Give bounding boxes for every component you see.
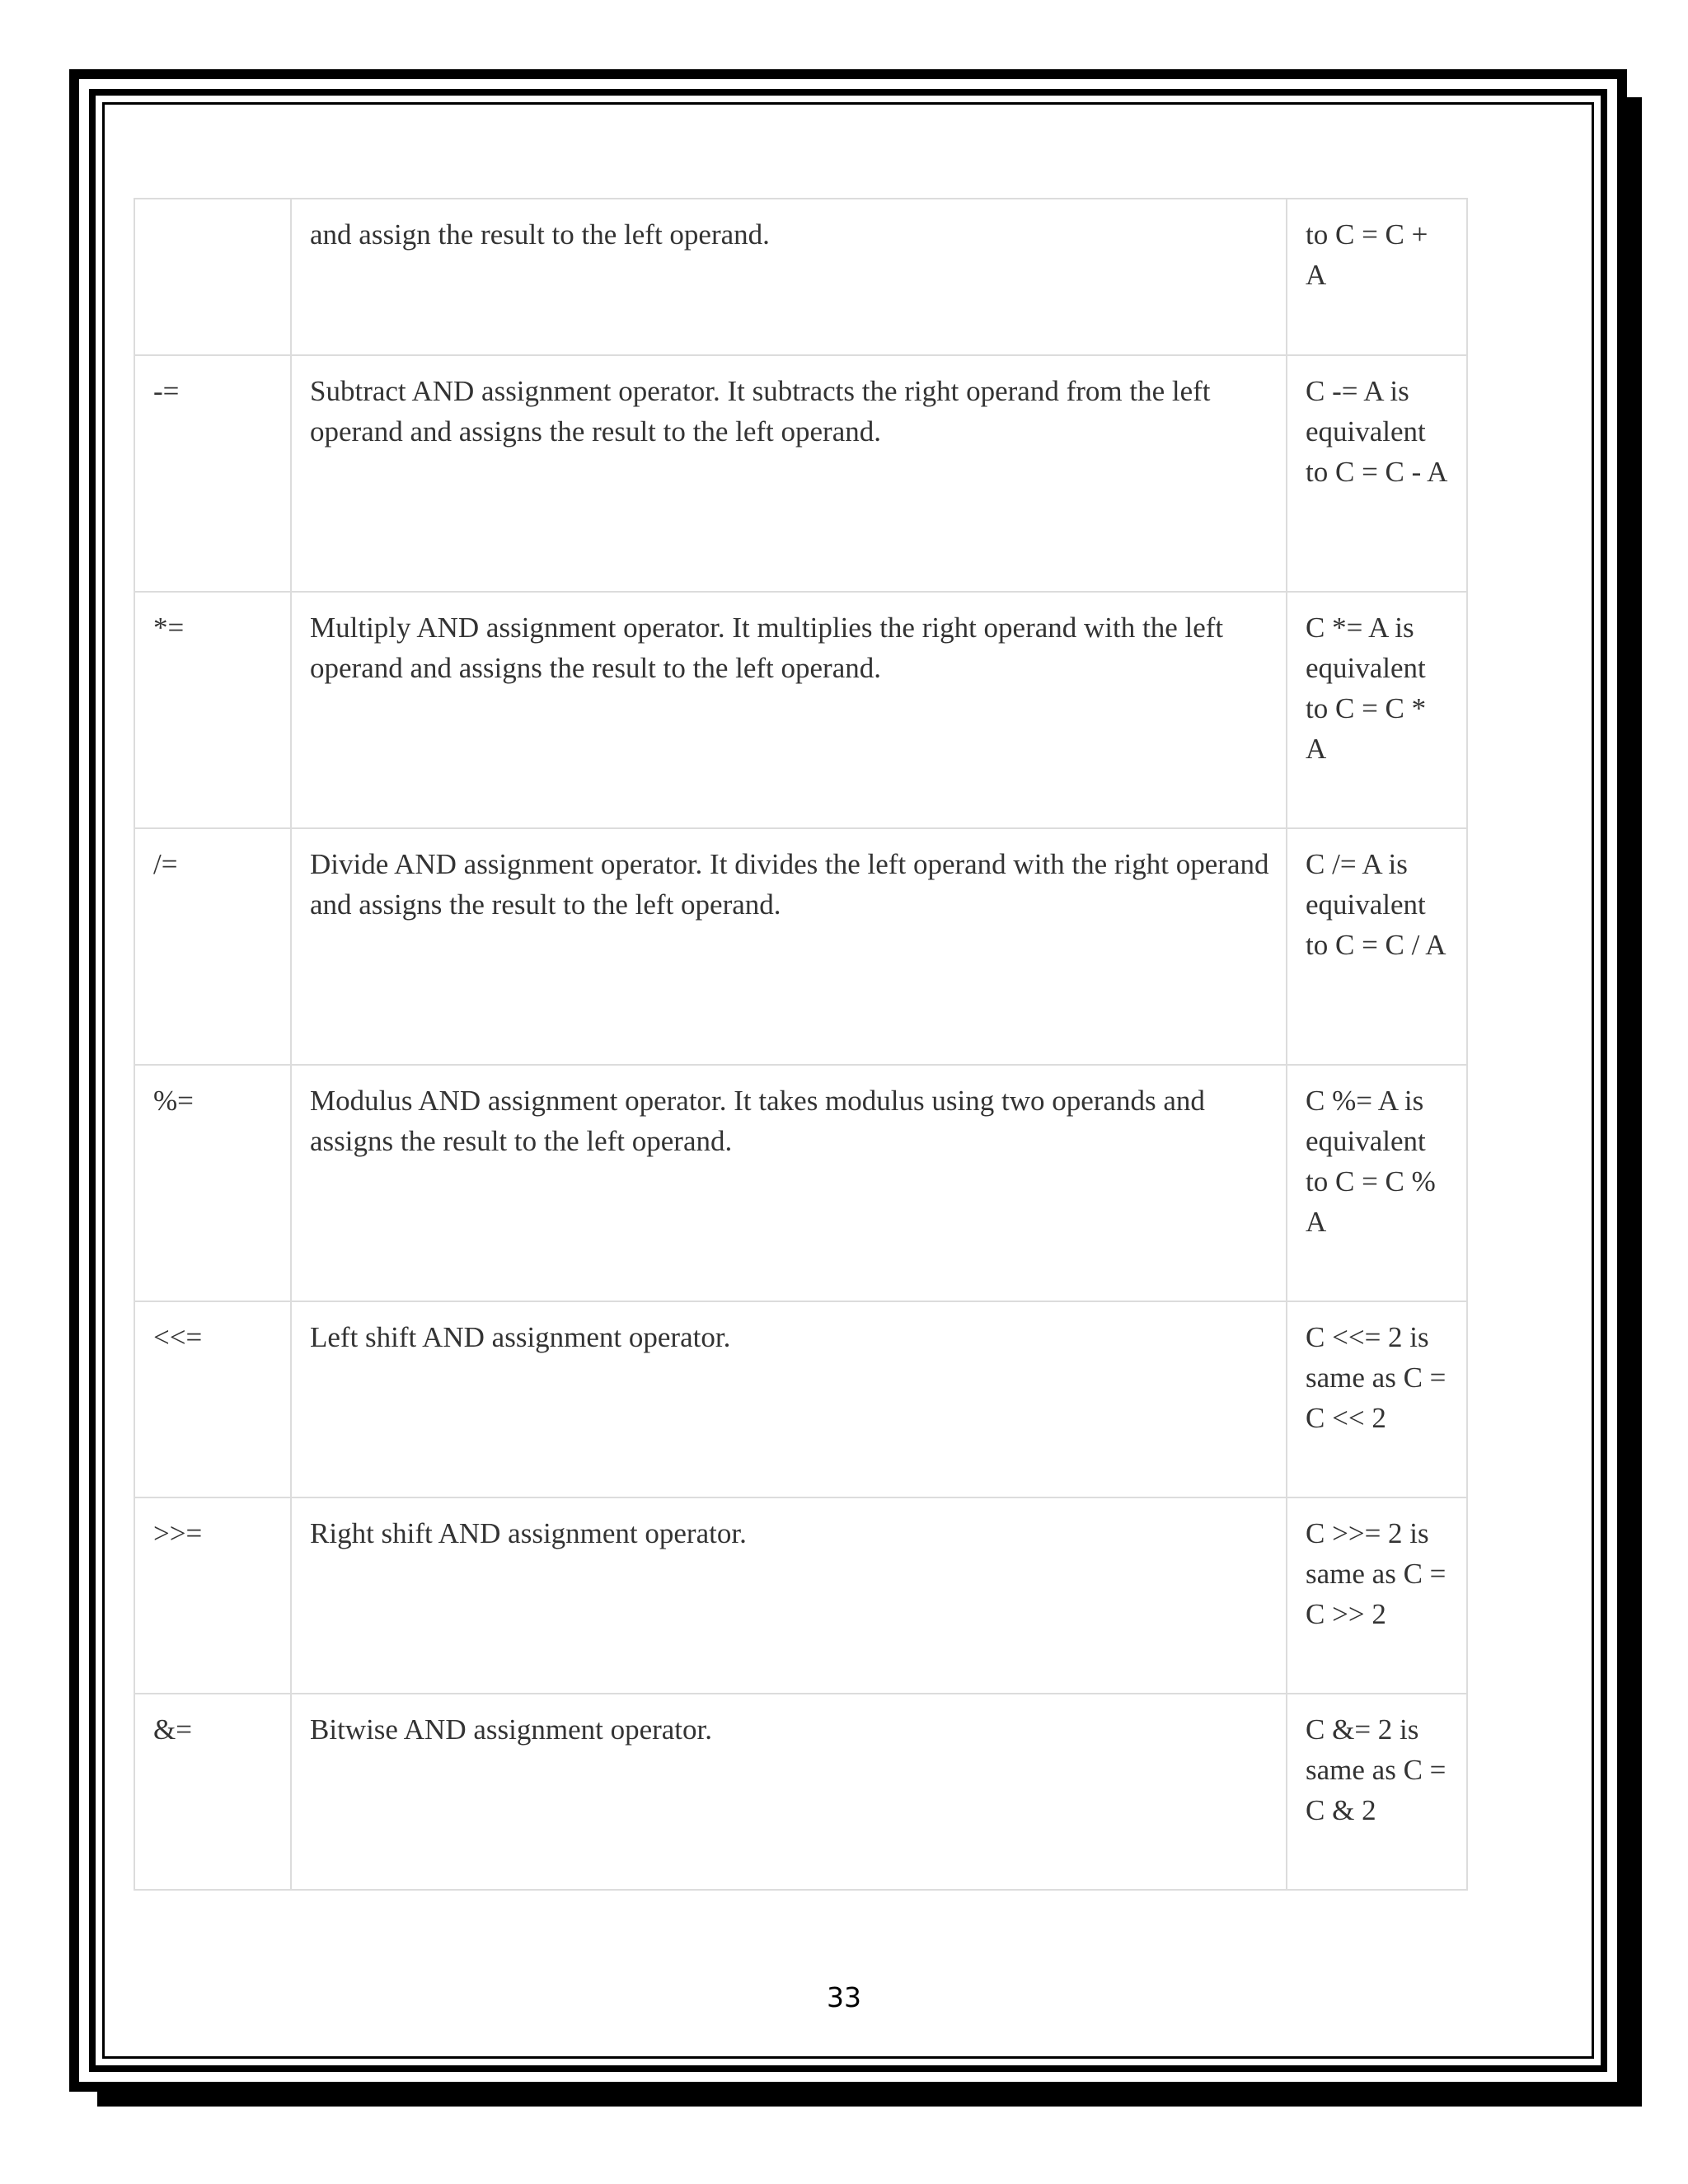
- description-cell: Multiply AND assignment operator. It multiplies the right operand with the left operand and assigns the result to the left operand.: [291, 592, 1287, 828]
- example-cell: to C = C + A: [1287, 199, 1467, 355]
- table-row: [134, 1694, 1467, 1890]
- table-row: [134, 1497, 1467, 1694]
- table-row: [134, 1065, 1467, 1301]
- operator-cell: *=: [134, 592, 291, 828]
- page-number: 33: [827, 1981, 861, 2013]
- example-cell: C >>= 2 is same as C = C >> 2: [1287, 1497, 1467, 1694]
- description-cell: Right shift AND assignment operator.: [291, 1497, 1287, 1694]
- description-cell: Modulus AND assignment operator. It takes modulus using two operands and assigns the result to the left operand.: [291, 1065, 1287, 1301]
- operator-cell: %=: [134, 1065, 291, 1301]
- description-cell: Left shift AND assignment operator.: [291, 1301, 1287, 1497]
- operator-cell: -=: [134, 355, 291, 592]
- example-cell: C -= A is equivalent to C = C - A: [1287, 355, 1467, 592]
- operator-cell: >>=: [134, 1497, 291, 1694]
- example-cell: C *= A is equivalent to C = C * A: [1287, 592, 1467, 828]
- example-cell: C %= A is equivalent to C = C % A: [1287, 1065, 1467, 1301]
- description-cell: and assign the result to the left operand.: [291, 199, 1287, 355]
- assignment-operators-table: [134, 198, 1468, 1891]
- operator-cell: [134, 199, 291, 355]
- table-row: [134, 828, 1467, 1065]
- operator-cell: /=: [134, 828, 291, 1065]
- example-cell: C /= A is equivalent to C = C / A: [1287, 828, 1467, 1065]
- table-row: [134, 592, 1467, 828]
- description-cell: Subtract AND assignment operator. It subtracts the right operand from the left operand and assigns the result to the left operand.: [291, 355, 1287, 592]
- example-cell: C &= 2 is same as C = C & 2: [1287, 1694, 1467, 1890]
- description-cell: Bitwise AND assignment operator.: [291, 1694, 1287, 1890]
- table-row: [134, 355, 1467, 592]
- table-row: [134, 1301, 1467, 1497]
- example-cell: C <<= 2 is same as C = C << 2: [1287, 1301, 1467, 1497]
- table-row: [134, 199, 1467, 355]
- operator-cell: &=: [134, 1694, 291, 1890]
- operator-cell: <<=: [134, 1301, 291, 1497]
- description-cell: Divide AND assignment operator. It divides the left operand with the right operand and assigns the result to the left operand.: [291, 828, 1287, 1065]
